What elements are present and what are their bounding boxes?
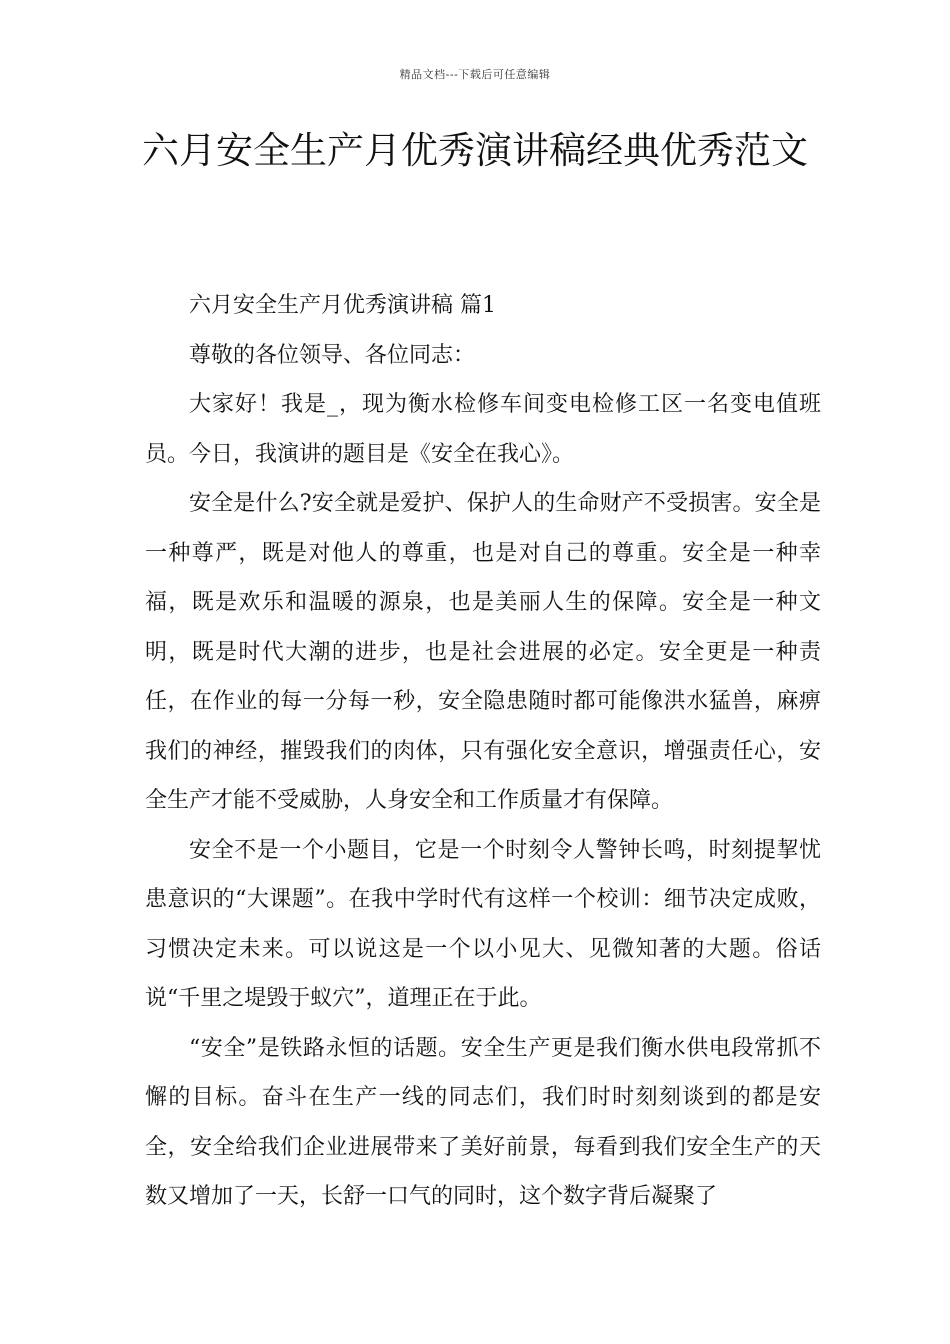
section-heading: 六月安全生产月优秀演讲稿 篇1	[189, 293, 496, 318]
document-body	[145, 281, 821, 1222]
paragraph: 安全是什么?安全就是爱护、保护人的生命财产不受损害。安全是一种尊严，既是对他人的尊重，也是对自己的尊重。安全是一种幸福，既是欢乐和温暖的源泉，也是美丽人生的保障。安全是一种文明，既是时代大潮的进步，也是社会进展的必定。安全更是一种责任，在作业的每一分每一秒，安全隐患随时都可能像洪水猛兽，麻痹我们的神经，摧毁我们的肉体，只有强化安全意识，增强责任心，安全生产才能不受威胁，人身安全和工作质量才有保障。	[145, 491, 821, 813]
paragraph: 大家好！我是_，现为衡水检修车间变电检修工区一名变电值班员。今日，我演讲的题目是《安全在我心》。	[145, 392, 821, 467]
document-title: 六月安全生产月优秀演讲稿经典优秀范文	[142, 129, 808, 172]
paragraph: 安全不是一个小题目，它是一个时刻令人警钟长鸣，时刻提挈忧患意识的“大课题”。在我中学时代有这样一个校训：细节决定成败，习惯决定未来。可以说这是一个以小见大、见微知著的大题。俗话说“千里之堤毁于蚁穴”，道理正在于此。	[145, 837, 821, 1011]
salutation: 尊敬的各位领导、各位同志：	[189, 342, 476, 368]
paragraph: “安全”是铁路永恒的话题。安全生产更是我们衡水供电段常抓不懈的目标。奋斗在生产一线的同志们，我们时时刻刻谈到的都是安全，安全给我们企业进展带来了美好前景，每看到我们安全生产的天数又增加了一天，长舒一口气的同时，这个数字背后凝聚了	[145, 1035, 821, 1209]
header-note: 精品文档---下载后可任意编辑	[399, 68, 551, 81]
